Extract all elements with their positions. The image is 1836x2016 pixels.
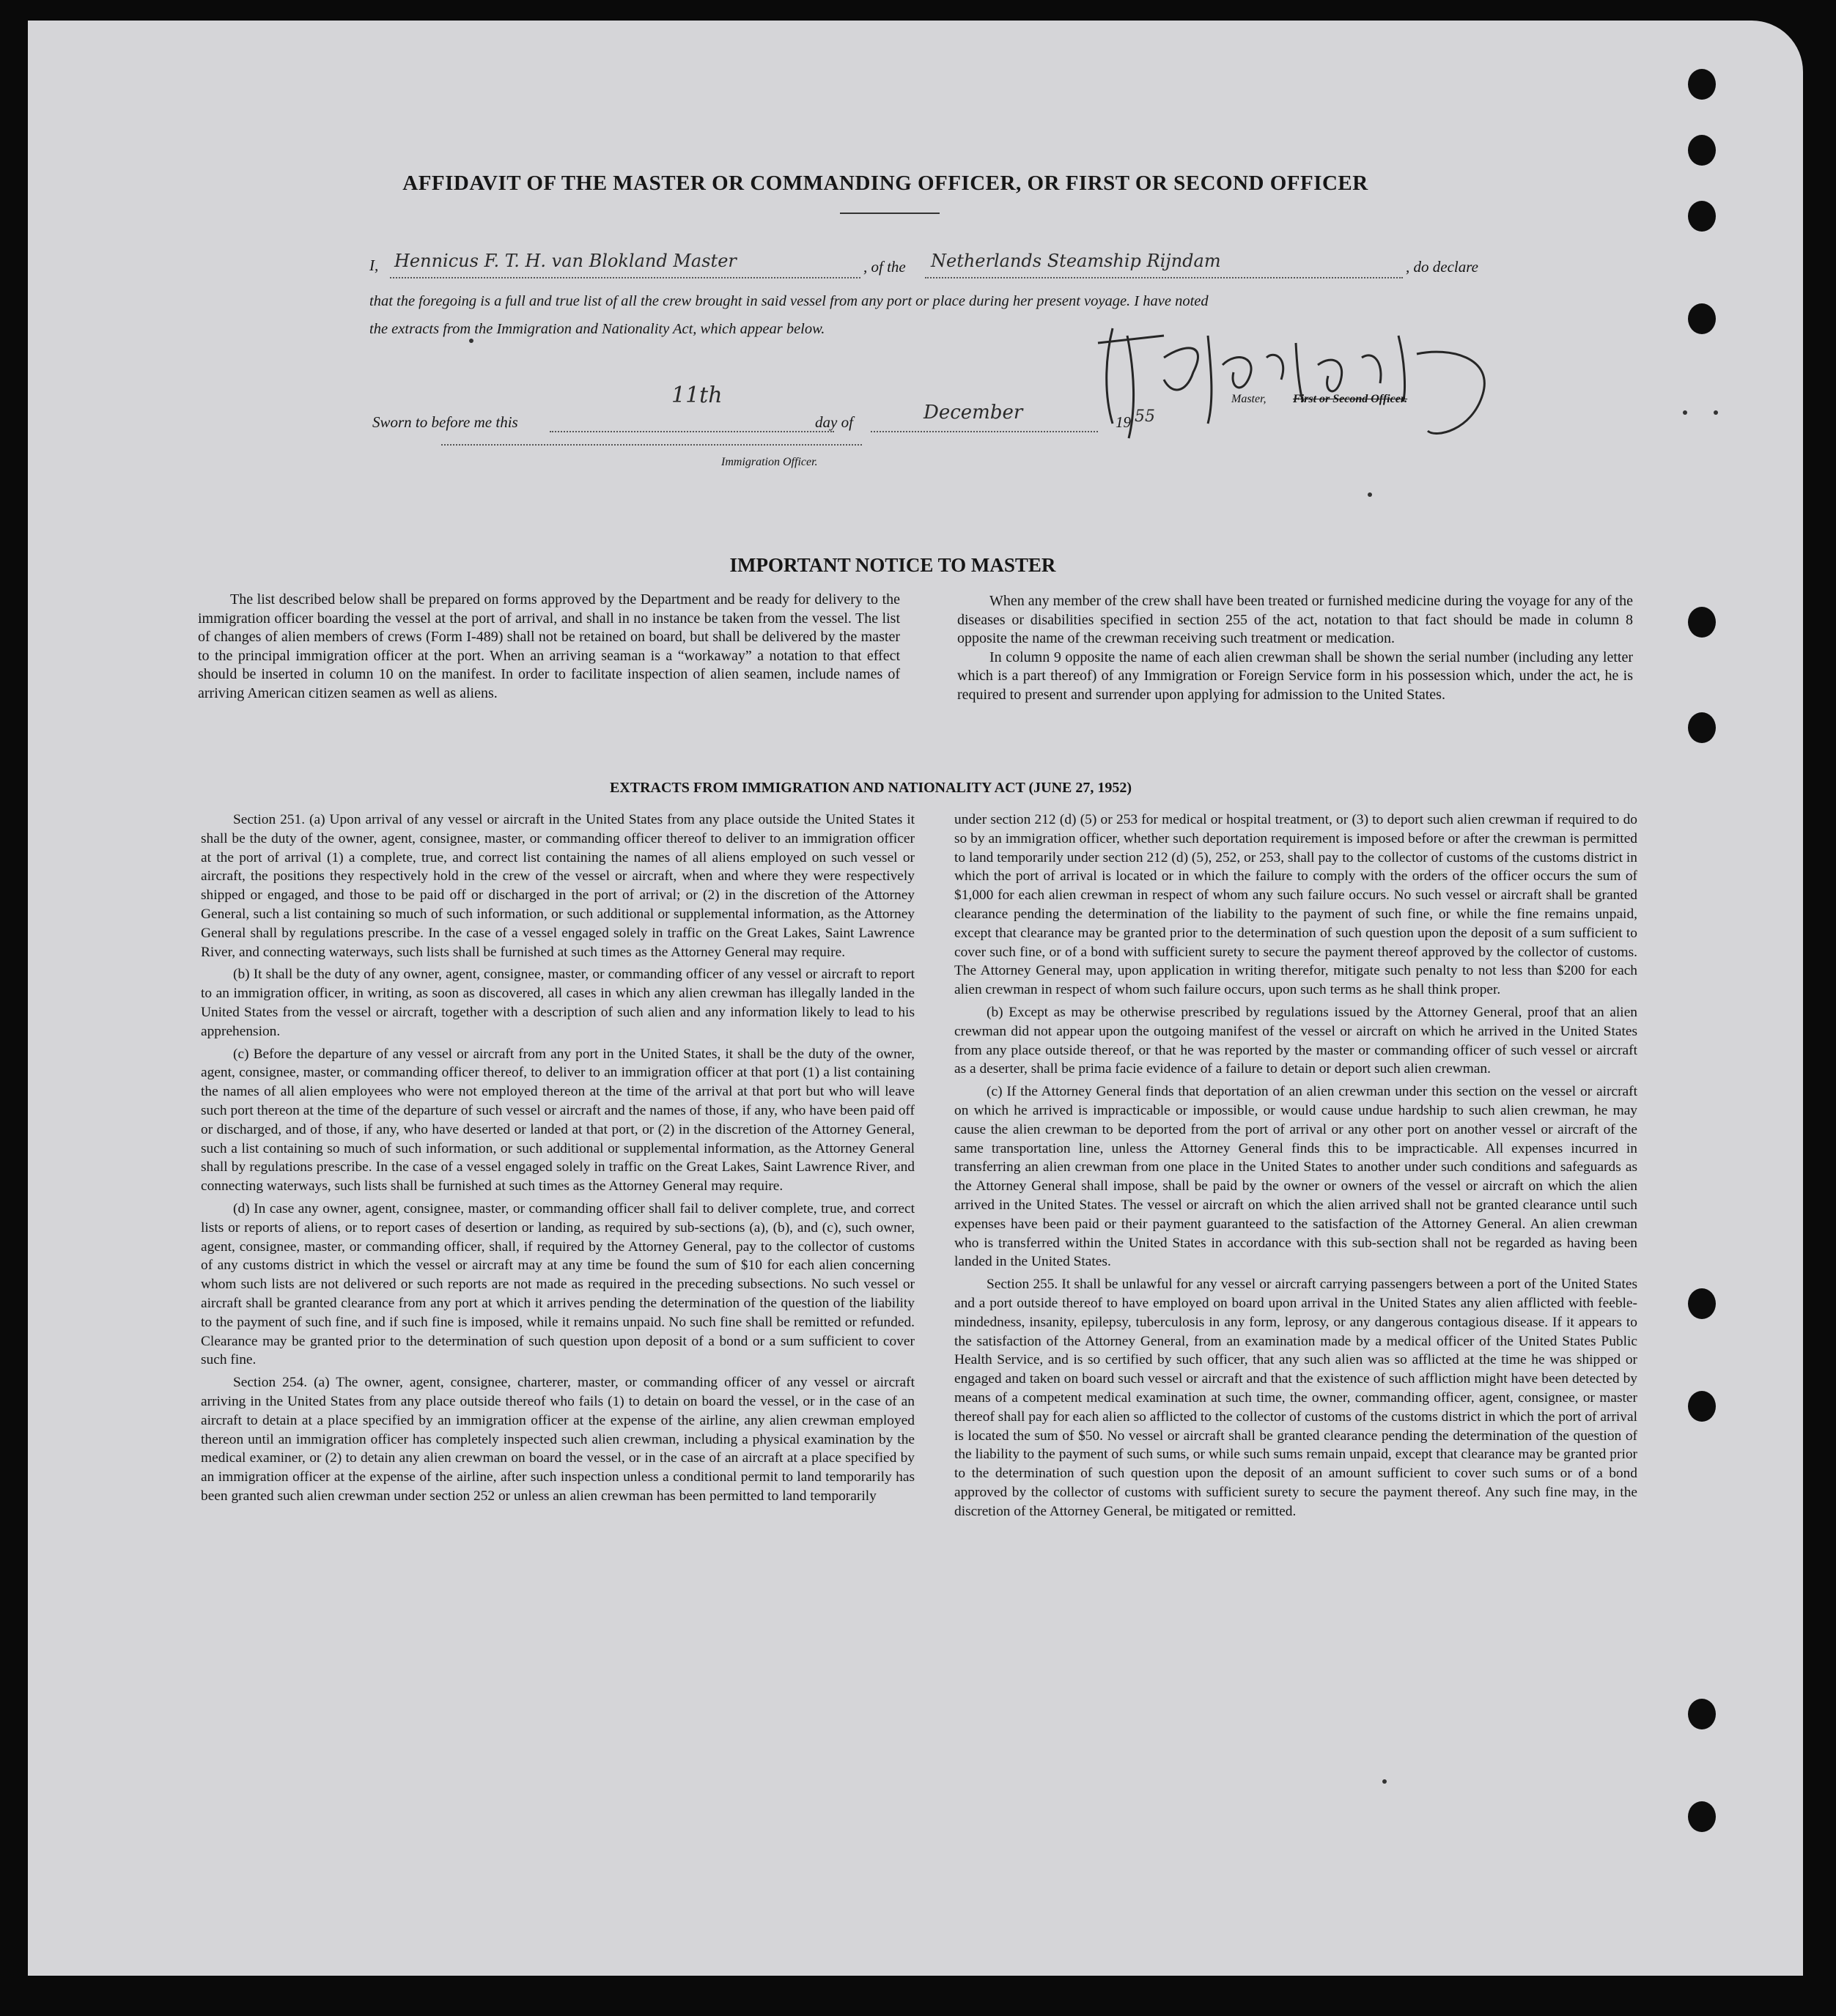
sworn-day-blank bbox=[550, 431, 834, 432]
binder-hole bbox=[1688, 1391, 1716, 1422]
affidavit-line-2: that the foregoing is a full and true list of all the crew brought in said vessel from any port or place during her present voyage. I have noted bbox=[369, 293, 1209, 309]
extract-paragraph: under section 212 (d) (5) or 253 for medical or hospital treatment, or (3) to deport such alien crewman if required to do so by an immigration officer, whether such deportation requirement is imposed before or after the crewman is permitted to land temporarily under section 212 (d) (5), 252, or 253, shall pay to the collector of customs of the customs district in which the port of arrival is located or in which the failure to comply with the orders of the officer occurs the sum of $1,000 for each alien crewman in respect of whom any such failure occurs. No such vessel or aircraft shall be granted clearance pending the determination of the liability to the payment of such fine, or while the fine remains unpaid, except that clearance may be granted prior to the determination of such question upon the deposit of a sum sufficient to cover such fine, or of a bond with sufficient surety to secure the payment thereof approved by the collector of customs. The Attorney General may, upon application in writing therefor, mitigate such penalty to not less than $200 for each alien crewman in respect of whom such failure occurs, upon such terms as he shall think proper. bbox=[954, 812, 1637, 998]
sworn-label: Sworn to before me this bbox=[372, 413, 518, 431]
year-prefix: 19 bbox=[1116, 413, 1131, 431]
document-page bbox=[28, 21, 1803, 1976]
extract-paragraph: Section 254. (a) The owner, agent, consignee, charterer, master, or commanding officer of any vessel or aircraft arriving in the United States from any place outside thereof who fails (1) to detain on board the vessel, or in the case of an aircraft to detain at a place specified by an immigration officer at the expense of the airline, any alien crewman employed thereon until an immigration officer has completely inspected such alien crewman, including a physical examination by the medical examiner, or (2) to detain any alien crewman on board the vessel, or in the case of an aircraft at a place specified by an immigration officer at the expense of the airline, after such inspection unless a conditional permit to land temporarily has been granted such alien crewman under section 252 or unless an alien crewman has been permitted to land temporarily bbox=[201, 1375, 915, 1504]
binder-hole bbox=[1688, 607, 1716, 638]
ink-speck bbox=[469, 339, 473, 343]
company-handwritten: Netherlands Steamship Rijndam bbox=[931, 251, 1221, 271]
binder-hole bbox=[1688, 1801, 1716, 1832]
notice-paragraph: The list described below shall be prepared on forms approved by the Department and be ready for delivery to the immigration officer boarding the vessel at the port of arrival, and shall in no instance be taken from the vessel. The list of changes of alien members of crews (Form I-489) shall not be retained on board, but shall be delivered by the master to the principal immigration officer at the port. When an arriving seaman is a “workaway” a notation to that effect should be inserted in column 10 on the manifest. In order to facilitate inspection of alien seamen, include names of arriving American citizen seamen as well as aliens. bbox=[198, 591, 900, 701]
extract-paragraph: Section 255. It shall be unlawful for any vessel or aircraft carrying passengers between a port of the United States and a port outside thereof to have employed on board upon arrival in the United States any alien afflicted with feeble-mindedness, insanity, epilepsy, tuberculosis in any form, leprosy, or any dangerous contagious disease. If it appears to the satisfaction of the Attorney General, from an examination made by a medical officer of the United States Public Health Service, and is so certified by such officer, that any such alien was so afflicted at the time he was shipped or engaged and taken on board such vessel or aircraft and that the existence of such affliction might have been detected by means of a competent medical examination at such time, the owner, commanding officer, agent, consignee, or master thereof shall pay for each alien so afflicted to the collector of customs of the customs district in which the port of arrival is located the sum of $50. No vessel or aircraft shall be granted clearance pending the determination of the question of the liability to the payment of such sums, or while such sums remain unpaid, except that clearance may be granted prior to the determination of such question upon the deposit of an amount sufficient to cover such sums or of a bond approved by the collector of customs with sufficient surety to secure the payment thereof. Any such fine may, in the discretion of the Attorney General, be mitigated or remitted. bbox=[954, 1277, 1637, 1519]
year-handwritten: 55 bbox=[1135, 407, 1155, 426]
binder-hole bbox=[1688, 303, 1716, 334]
ink-speck bbox=[1714, 410, 1718, 415]
day-of-label: day of bbox=[815, 413, 853, 431]
sworn-month-blank bbox=[871, 431, 1098, 432]
extract-paragraph: (c) If the Attorney General finds that deportation of an alien crewman under this section on the vessel or aircraft on which he arrived is impracticable or impossible, or would cause undue hardship to such alien crewman, he may cause the alien crewman to be deported from the port of arrival or any other port on another vessel or aircraft of the same transportation line, unless the Attorney General finds this to be impracticable. All expenses incurred in transferring an alien crewman from one place in the United States to another under such conditions and safeguards as the Attorney General shall impose, shall be paid by the owner or owners of the vessel or aircraft on which the alien arrived in the United States. The vessel or aircraft on which the alien arrived shall not be granted clearance until such expenses have been paid or their payment guaranteed to the satisfaction of the Attorney General. An alien crewman who is transferred within the United States in accordance with this sub-section shall not be regarded as having been landed in the United States. bbox=[954, 1084, 1637, 1270]
extracts-title: EXTRACTS FROM IMMIGRATION AND NATIONALITY ACT (JUNE 27, 1952) bbox=[609, 780, 1132, 796]
master-signature bbox=[1083, 314, 1494, 460]
title-underline bbox=[840, 213, 940, 214]
affidavit-title: AFFIDAVIT OF THE MASTER OR COMMANDING OFFICER, OR FIRST OR SECOND OFFICER bbox=[402, 171, 1368, 195]
extract-paragraph: Section 251. (a) Upon arrival of any vessel or aircraft in the United States from any place outside the United States it shall be the duty of the owner, agent, consignee, master, or commanding officer thereof to deliver to an immigration officer at the port of arrival (1) a complete, true, and correct list containing the names of all aliens employed on such vessel or aircraft, the positions they respectively hold in the crew of the vessel or aircraft, when and where they were respectively shipped or engaged, and those to be paid off or discharged in the port of arrival; or (2) in the discretion of the Attorney General, such a list containing so much of such information, or such additional or supplemental information, as the Attorney General shall by regulations prescribe. In the case of a vessel engaged solely in traffic on the Great Lakes, Saint Lawrence River, and connecting waterways, such lists shall be furnished at such times as the Attorney General may require. bbox=[201, 812, 915, 960]
extract-paragraph: (b) It shall be the duty of any owner, agent, consignee, master, or commanding officer of any vessel or aircraft to report to an immigration officer, in writing, as soon as discovered, all cases in which any alien crewman has illegally landed in the United States from the vessel or aircraft, together with a description of such alien and any information likely to lead to his apprehension. bbox=[201, 967, 915, 1039]
ink-speck bbox=[1368, 492, 1372, 497]
do-declare-label: , do declare bbox=[1406, 258, 1478, 276]
sworn-month-handwritten: December bbox=[923, 402, 1023, 424]
binder-hole bbox=[1688, 135, 1716, 166]
master-name-handwritten: Hennicus F. T. H. van Blokland Master bbox=[394, 251, 737, 271]
binder-hole bbox=[1688, 69, 1716, 100]
master-label: Master, bbox=[1231, 393, 1267, 405]
notice-left-column bbox=[198, 591, 900, 704]
affidavit-i-label: I, bbox=[369, 256, 379, 274]
ink-speck bbox=[1382, 1779, 1387, 1784]
notice-paragraph: When any member of the crew shall have been treated or furnished medicine during the voyage for any of the diseases or disabilities specified in section 255 of the act, notation to that fact should be made in column 8 opposite the name of the crewman receiving such treatment or medication. bbox=[957, 593, 1633, 647]
sworn-day-handwritten: 11th bbox=[671, 383, 723, 408]
company-blank bbox=[925, 277, 1403, 278]
binder-hole bbox=[1688, 1288, 1716, 1319]
binder-hole bbox=[1688, 712, 1716, 743]
binder-hole bbox=[1688, 201, 1716, 232]
extract-paragraph: (c) Before the departure of any vessel or aircraft from any port in the United States, it shall be the duty of the owner, agent, consignee, master, or commanding officer thereof, to deliver to an immigration officer at that port (1) a list containing the names of all alien employees who were not employed thereon at the time of the arrival at that port but who will leave such port thereon at the time of the departure of such vessel or aircraft and the names of those, if any, who have been paid off or discharged, and of those, if any, who have deserted or landed at that port, or (2) in the discretion of the Attorney General, such a list containing so much of such information, or such additional or supplemental information, as the Attorney General shall by regulations prescribe. In the case of a vessel engaged solely in traffic on the Great Lakes, Saint Lawrence River, and connecting waterways, such lists shall be furnished at such times as the Attorney General may require. bbox=[201, 1046, 915, 1195]
binder-hole bbox=[1688, 1699, 1716, 1729]
ink-speck bbox=[1683, 410, 1687, 415]
immigration-officer-label: Immigration Officer. bbox=[721, 456, 818, 468]
of-the-label: , of the bbox=[863, 258, 906, 276]
affidavit-line-3: the extracts from the Immigration and Nationality Act, which appear below. bbox=[369, 321, 825, 337]
notice-right-column bbox=[957, 592, 1633, 705]
immigration-officer-blank bbox=[441, 444, 862, 446]
extract-paragraph: (d) In case any owner, agent, consignee, master, or commanding officer shall fail to deliver complete, true, and correct lists or reports of aliens, or to report cases of desertion or landing, as required by sub-sections (a), (b), and (c), such owner, agent, consignee, master, or commanding officer, shall, if required by the Attorney General, pay to the collector of customs of any customs district in which the vessel or aircraft may at any time be found the sum of $10 for each alien concerning whom such lists are not delivered or such reports are not made as required in the preceding subsections. No such vessel or aircraft shall be granted clearance from any port at which it arrives pending the determination of the question of the liability to the payment of such fine, and if such fine is imposed, while it remains unpaid. No such fine shall be remitted or refunded. Clearance may be granted prior to the determination of such question upon deposit of a bond or a sum sufficient to cover such fine. bbox=[201, 1200, 915, 1368]
struck-officer-label: First or Second Officer. bbox=[1293, 393, 1408, 405]
master-name-blank bbox=[390, 277, 860, 278]
extracts-right-column bbox=[954, 811, 1637, 1524]
extract-paragraph: (b) Except as may be otherwise prescribed by regulations issued by the Attorney General, proof that an alien crewman did not appear upon the outgoing manifest of the vessel or aircraft on which he arrived in the United States from any place outside thereof, or that he was reported by the master or commanding officer of such vessel or aircraft as a deserter, shall be prima facie evidence of a failure to detain or deport such alien crewman. bbox=[954, 1004, 1637, 1077]
notice-paragraph: In column 9 opposite the name of each alien crewman shall be shown the serial number (including any letter which is a part thereof) of any Immigration or Foreign Service form in his possession which, under the act, he is required to present and surrender upon applying for admission to the United States. bbox=[957, 649, 1633, 703]
notice-title: IMPORTANT NOTICE TO MASTER bbox=[729, 554, 1056, 576]
extracts-left-column bbox=[201, 811, 915, 1510]
